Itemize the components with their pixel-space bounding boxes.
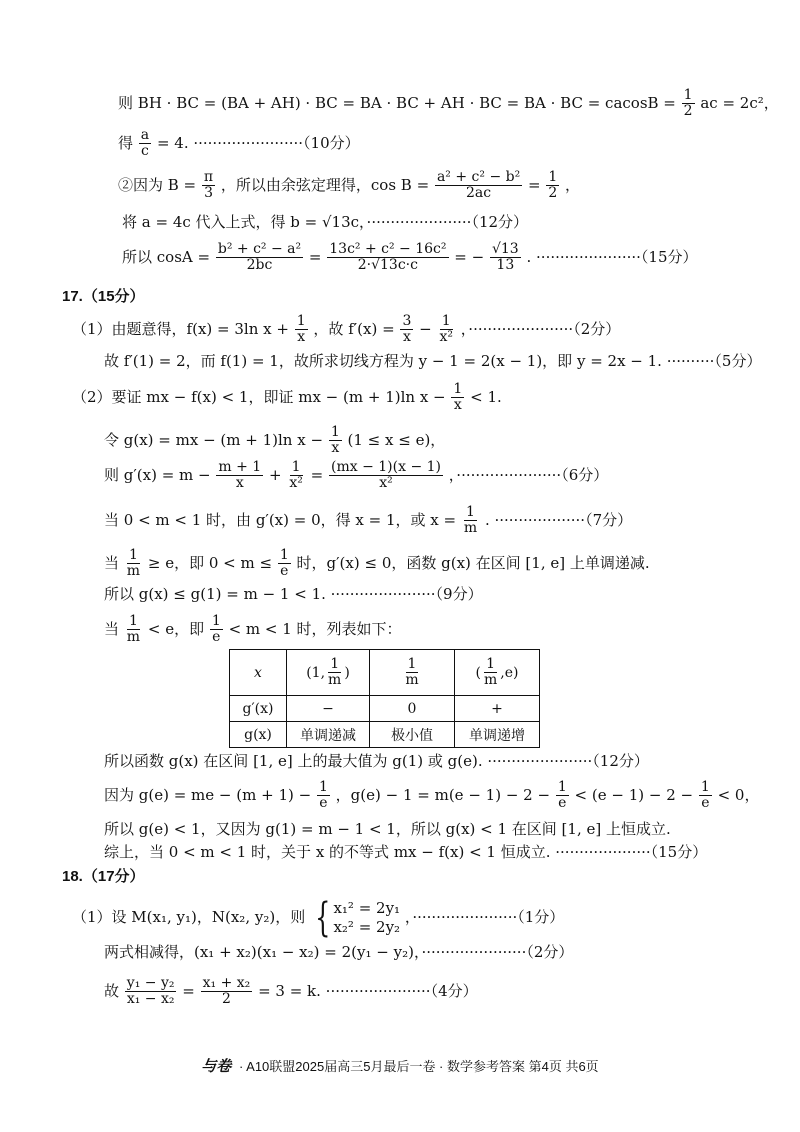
text: ac = 2c²， bbox=[700, 93, 779, 112]
cosa-line: 所以 cosA = $\frac{\text{b² + c² − a²}}{2bc}$ = $\frac{\text{13c² + c² − 16c²}}{2\cdot√13c\cdot c}$ = − $\frac{√13}{13}$ . ······················（15分） bbox=[122, 241, 698, 274]
table-row bbox=[230, 722, 540, 748]
table-cell: (1, $\frac{1}{m}$ ) bbox=[287, 650, 370, 696]
vector-line bbox=[118, 88, 779, 120]
footer-text: · A10联盟2025届高三5月最后一卷 · 数学参考答案 第4页 共6页 bbox=[238, 1059, 599, 1074]
cosine-rule-line: ②因为 B = $\frac{\pi}{3}$ ，所以由余弦定理得，cos B = $\frac{\text{a² + c² − b²}}{2ac}$ = $\frac{1}{2}$ ， bbox=[118, 169, 581, 202]
table-cell: − bbox=[287, 696, 370, 722]
case-decreasing: 当 $\frac{1}{m}$ ≥ e，即 0 < m ≤ $\frac{1}{e}$ 时，g′(x) ≤ 0，函数 g(x) 在区间 [1, e] 上单调递减. bbox=[104, 547, 650, 580]
case-roots: 当 0 < m < 1 时，由 g′(x) = 0，得 x = 1，或 x = $\frac{1}{m}$ . ···················（7分） bbox=[104, 504, 633, 537]
table-cell: 单调递减 bbox=[287, 722, 370, 748]
ratio-line: 得 $\frac{a}{c}$ = 4. ·······················（10分） bbox=[118, 127, 360, 160]
table-cell: 0 bbox=[370, 696, 455, 722]
substitution-line: 将 a = 4c 代入上式，得 b = √13c，······················（12分） bbox=[122, 213, 529, 231]
g-definition: 令 g(x) = mx − (m + 1)ln x − $\frac{1}{x}$ (1 ≤ x ≤ e)， bbox=[104, 424, 446, 457]
table-cell: ( $\frac{1}{m}$ ,e) bbox=[455, 650, 540, 696]
q17-tangent-line: 故 f′(1) = 2，而 f(1) = 1，故所求切线方程为 y − 1 = 2(x − 1)，即 y = 2x − 1. ··········（5分） bbox=[104, 352, 762, 370]
table-cell: g(x) bbox=[230, 722, 287, 748]
holds-line: 所以 g(e) < 1，又因为 g(1) = m − 1 < 1，所以 g(x) < 1 在区间 [1, e] 上恒成立. bbox=[104, 820, 671, 838]
text: 则 bbox=[118, 93, 134, 112]
ge-comparison: 因为 g(e) = me − (m + 1) − $\frac{1}{e}$ ，g(e) − 1 = m(e − 1) − 2 − $\frac{1}{e}$ < (e − 1) − 2 − $\frac{1}{e}$ < 0， bbox=[104, 779, 760, 812]
q18-heading: 18.（17分） bbox=[62, 868, 145, 885]
q17-heading: 17.（15分） bbox=[62, 288, 145, 305]
q18-slope: 故 $\frac{\text{y₁ − y₂}}{\text{x₁ − x₂}}$ = $\frac{\text{x₁ + x₂}}{2}$ = 3 = k. ······················（4分） bbox=[104, 975, 478, 1008]
q17-part2: （2）要证 mx − f(x) < 1，即证 mx − (m + 1)ln x − $\frac{1}{x}$ < 1. bbox=[72, 381, 502, 414]
fraction: $\frac{1}{2}$ bbox=[683, 87, 693, 120]
table-cell: x bbox=[230, 650, 287, 696]
table-cell: g′(x) bbox=[230, 696, 287, 722]
q18-setup: （1）设 M(x₁, y₁)，N(x₂, y₂)，则 { x₁² = 2y₁ x₂² = 2y₂ ，······················（1分） bbox=[72, 895, 565, 941]
variation-table bbox=[229, 649, 540, 748]
q18-subtract: 两式相减得，(x₁ + x₂)(x₁ − x₂) = 2(y₁ − y₂)，······················（2分） bbox=[104, 943, 574, 961]
table-row bbox=[230, 650, 540, 696]
g-derivative: 则 g′(x) = m − $\frac{m + 1}{x}$ + $\frac{1}{\text{x²}}$ = $\frac{(mx - 1)(x - 1)}{\text{x²}}$ ，······················（6分） bbox=[104, 459, 609, 492]
table-cell: 极小值 bbox=[370, 722, 455, 748]
equation-system: { x₁² = 2y₁ x₂² = 2y₂ bbox=[315, 895, 401, 941]
page-footer bbox=[0, 1055, 800, 1076]
table-row bbox=[230, 696, 540, 722]
q17-conclusion: 综上，当 0 < m < 1 时，关于 x 的不等式 mx − f(x) < 1 恒成立. ····················（15分） bbox=[104, 843, 708, 861]
table-cell: + bbox=[455, 696, 540, 722]
table-cell: $\frac{1}{m}$ bbox=[370, 650, 455, 696]
case-table-intro: 当 $\frac{1}{m}$ < e，即 $\frac{1}{e}$ < m < 1 时，列表如下： bbox=[104, 613, 402, 646]
case-conclusion: 所以 g(x) ≤ g(1) = m − 1 < 1. ······················（9分） bbox=[104, 585, 483, 603]
vector-expression: BH · BC = (BA + AH) · BC = BA · BC + AH · BC = BA · BC = cacosB = bbox=[137, 93, 676, 112]
brand-logo: 与卷 bbox=[201, 1057, 232, 1075]
q17-part1: （1）由题意得，f(x) = 3ln x + $\frac{1}{x}$ ，故 f′(x) = $\frac{3}{x}$ − $\frac{1}{\text{x²}}$ ，······················（2分） bbox=[72, 313, 621, 346]
max-value-line: 所以函数 g(x) 在区间 [1, e] 上的最大值为 g(1) 或 g(e). ······················（12分） bbox=[104, 752, 649, 770]
table-cell: 单调递增 bbox=[455, 722, 540, 748]
